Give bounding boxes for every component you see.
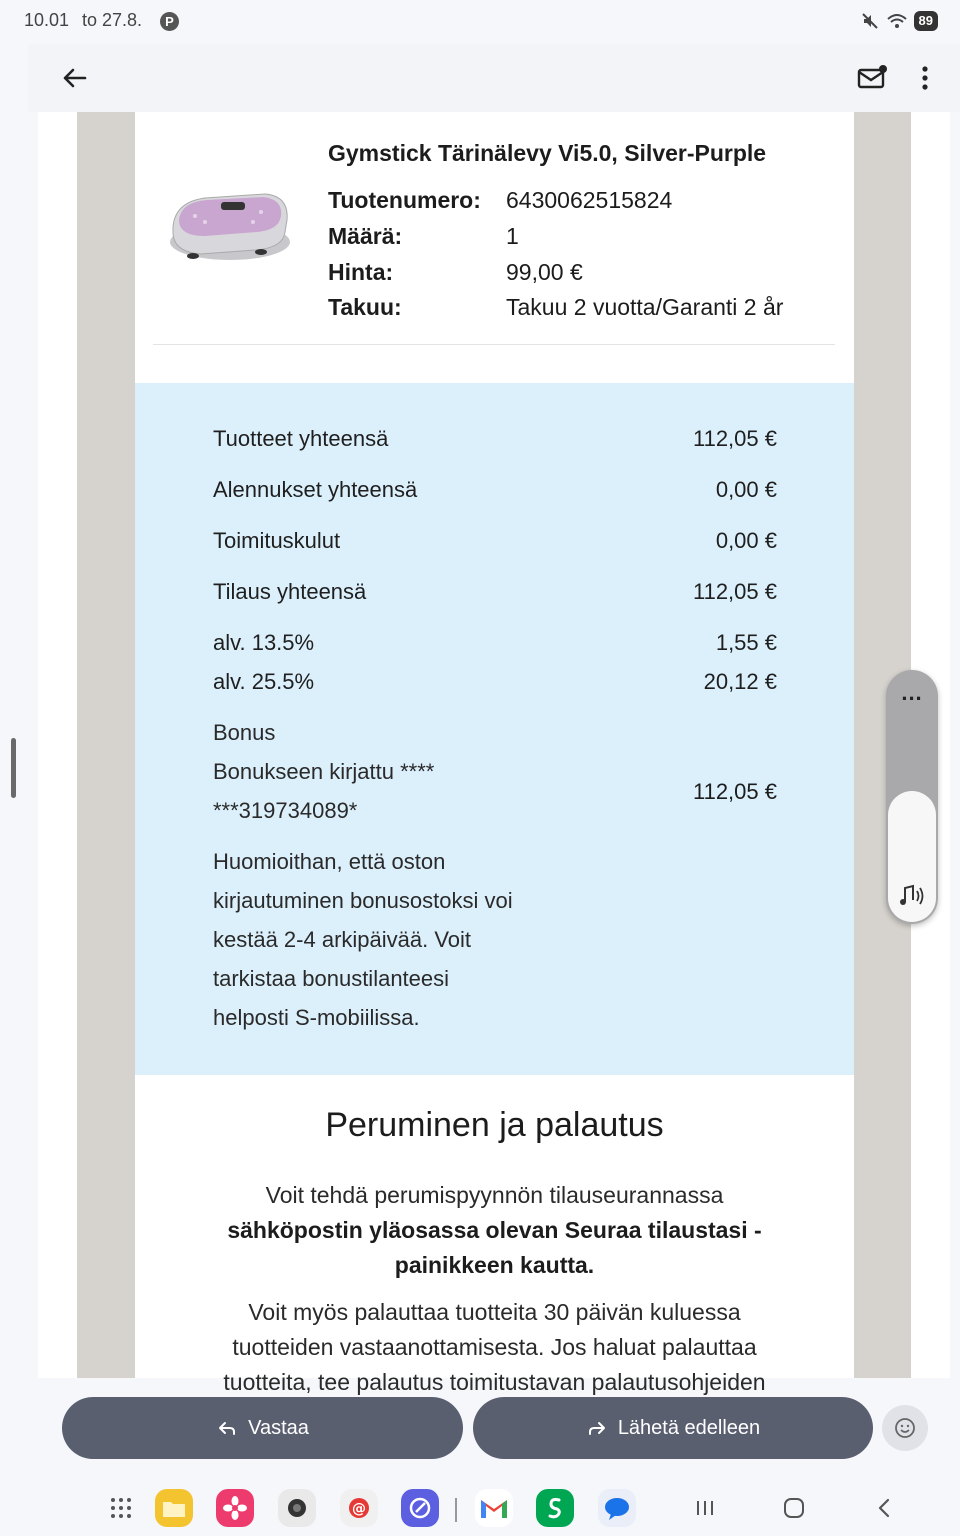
returns-heading: Peruminen ja palautus bbox=[325, 1106, 664, 1144]
spec-value: 99,00 € bbox=[506, 259, 583, 285]
taskbar-dock bbox=[0, 1478, 960, 1536]
app-drawer-icon[interactable] bbox=[106, 1493, 136, 1523]
summary-value: 0,00 € bbox=[715, 528, 777, 553]
spec-value: 6430062515824 bbox=[506, 187, 673, 213]
reply-label: Vastaa bbox=[248, 1416, 309, 1439]
spec-label: Takuu: bbox=[328, 294, 402, 320]
product-image bbox=[165, 172, 295, 272]
volume-slider[interactable] bbox=[886, 670, 938, 924]
product-name: Gymstick Tärinälevy Vi5.0, Silver-Purple bbox=[328, 140, 767, 166]
messages-icon[interactable] bbox=[598, 1489, 636, 1527]
summary-label: alv. 25.5% bbox=[213, 669, 315, 694]
returns-text-line: Voit myös palauttaa tuotteita 30 päivän kuluessa bbox=[248, 1299, 741, 1325]
status-date: to 27.8. bbox=[82, 10, 143, 30]
summary-label: alv. 13.5% bbox=[213, 630, 315, 655]
bonus-line-2: ***319734089* bbox=[213, 798, 358, 823]
summary-label: Alennukset yhteensä bbox=[213, 477, 418, 502]
bonus-note-line: helposti S-mobiilissa. bbox=[213, 1005, 420, 1030]
summary-label: Tilaus yhteensä bbox=[213, 579, 367, 604]
bonus-note-line: tarkistaa bonustilanteesi bbox=[213, 966, 450, 991]
mute-icon bbox=[860, 11, 880, 31]
spec-label: Tuotenumero: bbox=[328, 187, 481, 213]
forward-label: Lähetä edelleen bbox=[617, 1416, 761, 1439]
email-content bbox=[135, 112, 854, 1395]
gmail-icon[interactable] bbox=[475, 1489, 513, 1527]
bonus-note-line: kirjautuminen bonusostoksi voi bbox=[213, 888, 513, 913]
emoji-smile-icon bbox=[893, 1416, 917, 1440]
spec-label: Määrä: bbox=[328, 223, 403, 249]
camera-icon[interactable] bbox=[278, 1489, 316, 1527]
gallery-icon[interactable] bbox=[216, 1489, 254, 1527]
returns-text-line: tuotteiden vastaanottamisesta. Jos haluat palauttaa bbox=[232, 1334, 757, 1360]
mark-unread-icon[interactable] bbox=[854, 60, 890, 96]
more-vertical-icon[interactable] bbox=[910, 60, 940, 96]
summary-value: 112,05 € bbox=[692, 426, 777, 451]
product-divider bbox=[153, 344, 835, 345]
bonus-note-line: Huomioithan, että oston bbox=[213, 849, 446, 874]
wifi-icon bbox=[886, 11, 908, 31]
spec-label: Hinta: bbox=[328, 259, 394, 285]
emoji-reaction-button[interactable] bbox=[882, 1405, 928, 1451]
returns-text-line: tuotteita, tee palautus toimitustavan palautusohjeiden bbox=[223, 1369, 766, 1395]
summary-label: Toimituskulut bbox=[213, 528, 341, 553]
email-viewport[interactable] bbox=[38, 112, 950, 1395]
email-app-icon[interactable] bbox=[340, 1489, 378, 1527]
nav-back-icon[interactable] bbox=[869, 1493, 899, 1523]
bonus-note-line: kestää 2-4 arkipäivää. Voit bbox=[213, 927, 472, 952]
summary-value: 112,05 € bbox=[692, 579, 777, 604]
forward-icon bbox=[586, 1417, 608, 1439]
summary-value: 0,00 € bbox=[715, 477, 777, 502]
summary-label: Tuotteet yhteensä bbox=[213, 426, 389, 451]
spec-value: Takuu 2 vuotta/Garanti 2 år bbox=[506, 294, 784, 320]
status-time: 10.01 bbox=[24, 10, 70, 30]
returns-text-bold: sähköpostin yläosassa olevan Seuraa tilaustasi - bbox=[227, 1217, 762, 1243]
app-toolbar bbox=[28, 44, 960, 112]
back-arrow-icon[interactable] bbox=[56, 60, 92, 96]
s-mobiili-icon[interactable] bbox=[536, 1489, 574, 1527]
returns-text-bold: painikkeen kautta. bbox=[394, 1252, 595, 1278]
status-icons bbox=[860, 10, 938, 32]
edge-panel-handle[interactable] bbox=[11, 738, 16, 798]
order-summary bbox=[135, 383, 854, 1075]
media-volume-icon bbox=[896, 880, 928, 912]
home-icon[interactable] bbox=[779, 1493, 809, 1523]
battery-indicator: 89 bbox=[914, 11, 938, 31]
status-bar bbox=[0, 0, 960, 44]
summary-value: 1,55 € bbox=[715, 630, 777, 655]
bonus-value: 112,05 € bbox=[692, 779, 777, 804]
recents-icon[interactable] bbox=[690, 1493, 720, 1523]
my-files-icon[interactable] bbox=[155, 1489, 193, 1527]
bonus-line-1: Bonukseen kirjattu **** bbox=[213, 759, 435, 784]
pen-up-icon[interactable] bbox=[401, 1489, 439, 1527]
summary-value: 20,12 € bbox=[703, 669, 777, 694]
spec-value: 1 bbox=[506, 223, 519, 249]
pinterest-notification-icon: P bbox=[160, 12, 179, 31]
svg-text:@: @ bbox=[352, 1501, 366, 1517]
reply-icon bbox=[216, 1417, 238, 1439]
volume-more-icon[interactable]: ... bbox=[901, 680, 923, 705]
reply-button[interactable] bbox=[62, 1397, 463, 1459]
dock-separator bbox=[455, 1498, 457, 1522]
returns-text-line: Voit tehdä perumispyynnön tilauseurannassa bbox=[265, 1182, 724, 1208]
bonus-title: Bonus bbox=[213, 720, 276, 745]
forward-button[interactable] bbox=[473, 1397, 873, 1459]
